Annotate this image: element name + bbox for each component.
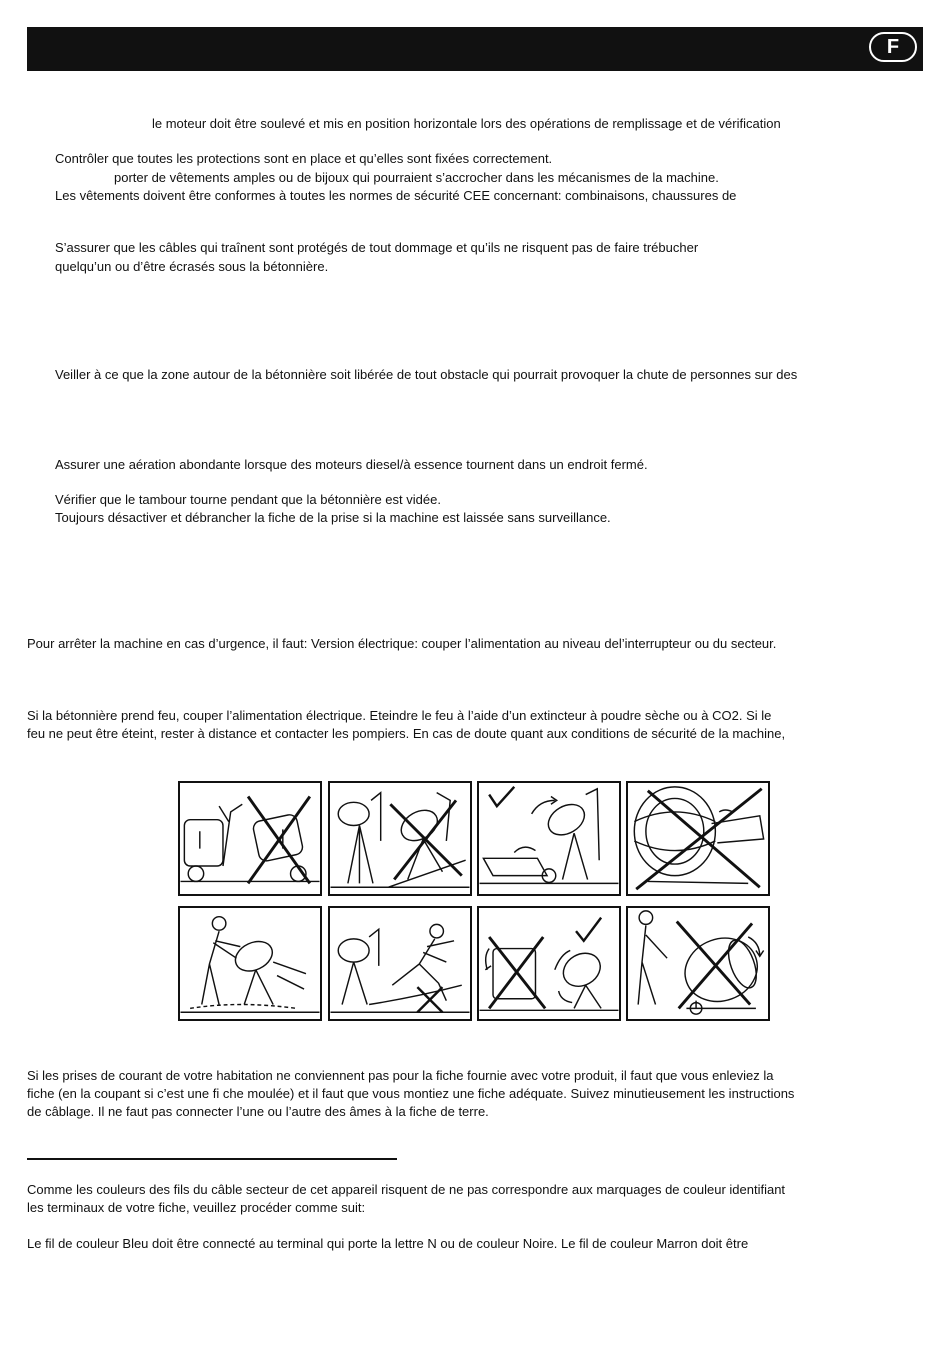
illustration-tripping-cable — [328, 906, 472, 1021]
text-line: Contrôler que toutes les protections sont en place et qu’elles sont fixées correctement. — [55, 151, 553, 166]
text-line: Veiller à ce que la zone autour de la bétonnière soit libérée de tout obstacle qui pourrait provoquer la chute de personnes sur des — [55, 367, 798, 382]
text-line: le moteur doit être soulevé et mis en position horizontale lors des opérations de remplissage et de vérification — [152, 116, 781, 131]
fire-text-line: Si la bétonnière prend feu, couper l’alimentation électrique. Eteindre le feu à l’aide d’un extincteur à poudre sèche ou à CO2. Si le — [27, 708, 772, 723]
illustration-drum-rotation — [477, 906, 621, 1021]
colors-text-line: Comme les couleurs des fils du câble secteur de cet appareil risquent de ne pas correspondre aux marquages de couleur identifiant — [27, 1182, 786, 1197]
colors-text-line: Le fil de couleur Bleu doit être connecté au terminal qui porte la lettre N ou de couleur Noire. Le fil de couleur Marron doit être — [27, 1236, 749, 1251]
wiring-text-line: Si les prises de courant de votre habitation ne conviennent pas pour la fiche fournie avec votre produit, il faut que vous enleviez la — [27, 1068, 774, 1083]
illustration-mixer-on-slope — [328, 781, 472, 896]
text-line: Les vêtements doivent être conformes à toutes les normes de sécurité CEE concernant: combinaisons, chaussures de — [55, 188, 737, 203]
section-divider — [27, 1158, 397, 1160]
fire-text-line: feu ne peut être éteint, rester à distance et contacter les pompiers. En cas de doute quant aux conditions de sécurité de la machine, — [27, 726, 786, 741]
wiring-text-line: de câblage. Il ne faut pas connecter l’une ou l’autre des âmes à la fiche de terre. — [27, 1104, 489, 1119]
language-badge: F — [869, 32, 917, 62]
colors-text-line: les terminaux de votre fiche, veuillez procéder comme suit: — [27, 1200, 366, 1215]
text-line: Assurer une aération abondante lorsque des moteurs diesel/à essence tournent dans un endroit fermé. — [55, 457, 648, 472]
emergency-text: Pour arrêter la machine en cas d’urgence, il faut: Version électrique: couper l’alimentation au niveau del’interrupteur ou du secteur. — [27, 636, 777, 651]
illustration-hand-in-drum — [626, 781, 770, 896]
section-header-bar — [27, 27, 923, 71]
illustration-near-rotating-drum — [626, 906, 770, 1021]
illustration-mixer-tilt — [178, 781, 322, 896]
text-line: Vérifier que le tambour tourne pendant que la bétonnière est vidée. — [55, 492, 441, 507]
text-line: quelqu’un ou d’être écrasés sous la bétonnière. — [55, 259, 329, 274]
wiring-text-line: fiche (en la coupant si c’est une fi che moulée) et il faut que vous montiez une fiche adéquate. Suivez minutieusement les instructions — [27, 1086, 795, 1101]
illustration-pushing-mixer — [178, 906, 322, 1021]
text-line: S’assurer que les câbles qui traînent sont protégés de tout dommage et qu’ils ne risquent pas de faire trébucher — [55, 240, 699, 255]
illustration-emptying-wheelbarrow — [477, 781, 621, 896]
text-line: Toujours désactiver et débrancher la fiche de la prise si la machine est laissée sans surveillance. — [55, 510, 611, 525]
text-line: porter de vêtements amples ou de bijoux qui pourraient s’accrocher dans les mécanismes de la machine. — [114, 170, 719, 185]
